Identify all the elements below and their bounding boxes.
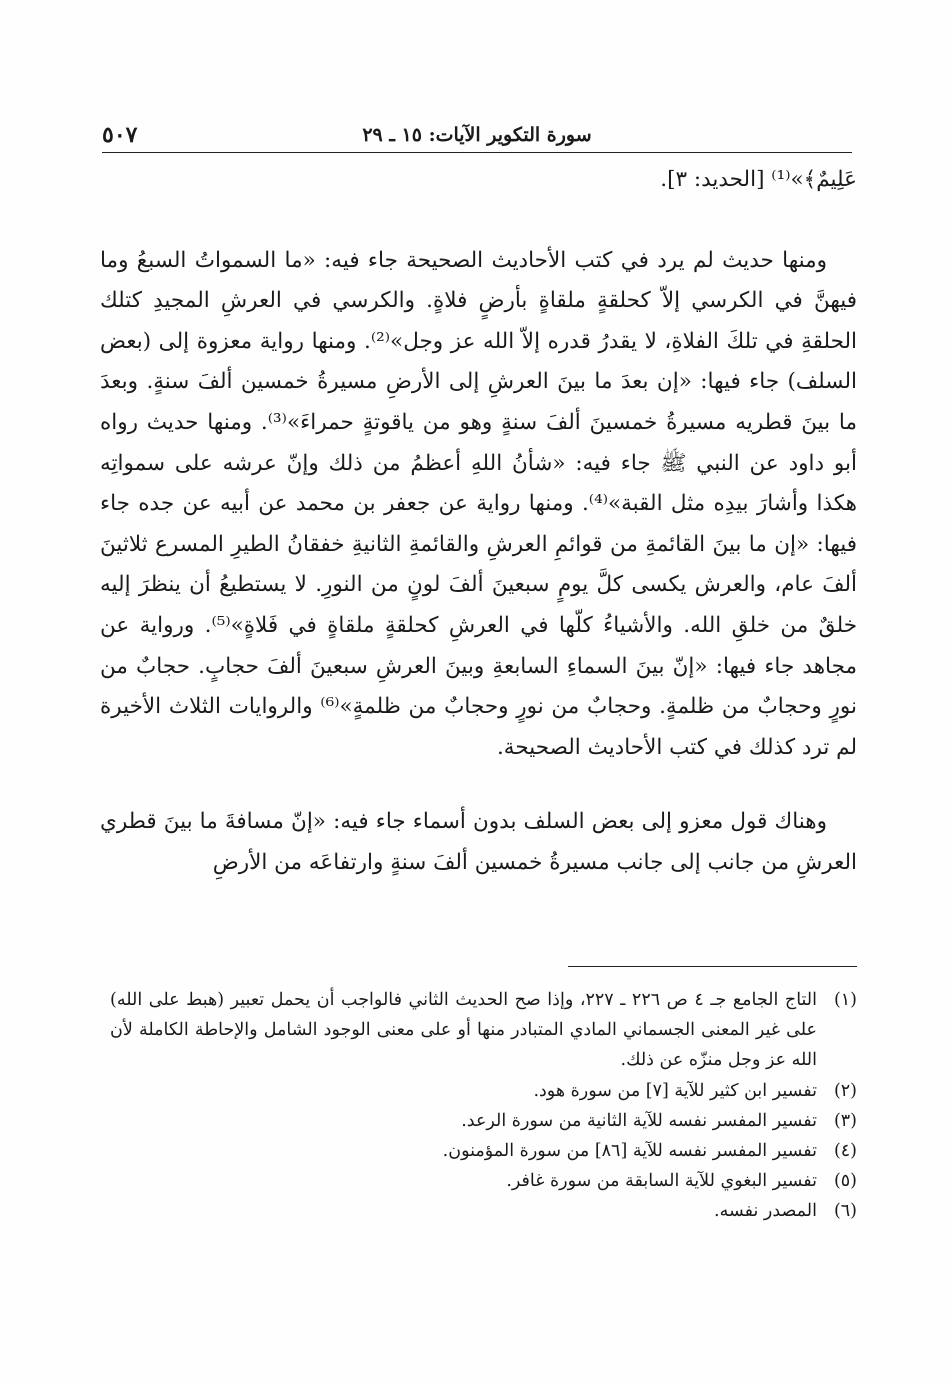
- main-text: [100, 160, 857, 884]
- paragraph-gap: [100, 201, 857, 241]
- footnote-text: المصدر نفسه.: [714, 1201, 817, 1222]
- footnotes: [110, 985, 857, 1227]
- footnote-text: تفسير البغوي للآية السابقة من سورة غافر.: [506, 1171, 817, 1192]
- paragraph-continuation: عَلِيمٌ﴾»⁽¹⁾ [الحديد: ٣].: [660, 167, 857, 192]
- page-number: ٥٠٧: [102, 122, 138, 148]
- paragraph-gap: [100, 768, 857, 802]
- footnote-separator: [568, 966, 857, 967]
- footnote-number: (٦): [833, 1201, 857, 1222]
- footnote: [110, 985, 857, 1076]
- paragraph-narrations: ومنها حديث لم يرد في كتب الأحاديث الصحيحة جاء فيه: «ما السمواتُ السبعُ وما فيهنَّ في الكرسي إلاّ كحلقةٍ ملقاةٍ بأرضٍ فلاةٍ. والكرسي في العرشِ المجيدِ كتلك الحلقةِ في تلكَ الفلاةِ، لا يقدرُ قدره إلاّ الله عز وجل»⁽²⁾. ومنها رواية معزوة إلى (بعض السلف) جاء فيها: «إن بعدَ ما بينَ العرشِ إلى الأرضِ مسيرةُ خمسين ألفَ سنةٍ. وبعدَ ما بينَ قطريه مسيرةُ خمسينَ ألفَ سنةٍ وهو من ياقوتةٍ حمراءَ»⁽³⁾. ومنها حديث رواه أبو داود عن النبي ﷺ جاء فيه: «شأنُ اللهِ أعظمُ من ذلك وإنّ عرشه على سمواتِه هكذا وأشارَ بيدِه مثل القبة»⁽⁴⁾. ومنها رواية عن جعفر بن محمد عن أبيه عن جده جاء فيها: «إن ما بينَ القائمةِ من قوائمِ العرشِ والقائمةِ الثانيةِ خفقانُ الطيرِ المسرع ثلاثينَ ألفَ عام، والعرش يكسى كلَّ يومٍ سبعينَ ألفَ لونٍ من النورِ. لا يستطيعُ أن ينظرَ إليه خلقٌ من خلقِ الله. والأشياءُ كلّها في العرشِ كحلقةٍ ملقاةٍ في فَلاةٍ»⁽⁵⁾. ورواية عن مجاهد جاء فيها: «إنّ بينَ السماءِ السابعةِ وبينَ العرشِ سبعينَ ألفَ حجابٍ. حجابٌ من نورٍ وحجابٌ من ظلمةٍ. وحجابٌ من نورٍ وحجابٌ من ظلمةٍ»⁽⁶⁾ والروايات الثلاث الأخيرة لم ترد كذلك في كتب الأحاديث الصحيحة.: [100, 247, 858, 760]
- footnote-number: (٤): [833, 1141, 857, 1162]
- footnote-text: التاج الجامع جـ ٤ ص ٢٢٦ ـ ٢٢٧، وإذا صح الحديث الثاني فالواجب أن يحمل تعبير (هبط على الله) على غير المعنى الجسماني المادي المتبادر منها أو على معنى الوجود الشامل والإحاطة الكاملة لأن الله عز وجل منزّه عن ذلك.: [110, 990, 817, 1071]
- footnote: [110, 1136, 857, 1166]
- footnote-text: تفسير ابن كثير للآية [٧] من سورة هود.: [533, 1080, 817, 1101]
- running-title: سورة التكوير الآيات: ١٥ ـ ٢٩: [362, 124, 592, 146]
- footnote: [110, 1196, 857, 1226]
- footnote-number: (٢): [833, 1080, 857, 1101]
- footnote: [110, 1076, 857, 1106]
- footnote-text: تفسير المفسر نفسه للآية [٨٦] من سورة المؤمنون.: [442, 1141, 817, 1162]
- footnote-number: (١): [833, 990, 857, 1010]
- footnote: [110, 1166, 857, 1196]
- page-header: [102, 118, 852, 153]
- paragraph-distance: وهناك قول معزو إلى بعض السلف بدون أسماء جاء فيه: «إنّ مسافةَ ما بينَ قطري العرشِ من جانب إلى جانب مسيرةُ خمسين ألفَ سنةٍ وارتفاعَه من الأرضِ: [100, 809, 857, 875]
- footnote-number: (٥): [833, 1171, 857, 1192]
- footnote-text: تفسير المفسر نفسه للآية الثانية من سورة الرعد.: [461, 1110, 817, 1131]
- footnote: [110, 1106, 857, 1136]
- footnote-number: (٣): [833, 1110, 857, 1131]
